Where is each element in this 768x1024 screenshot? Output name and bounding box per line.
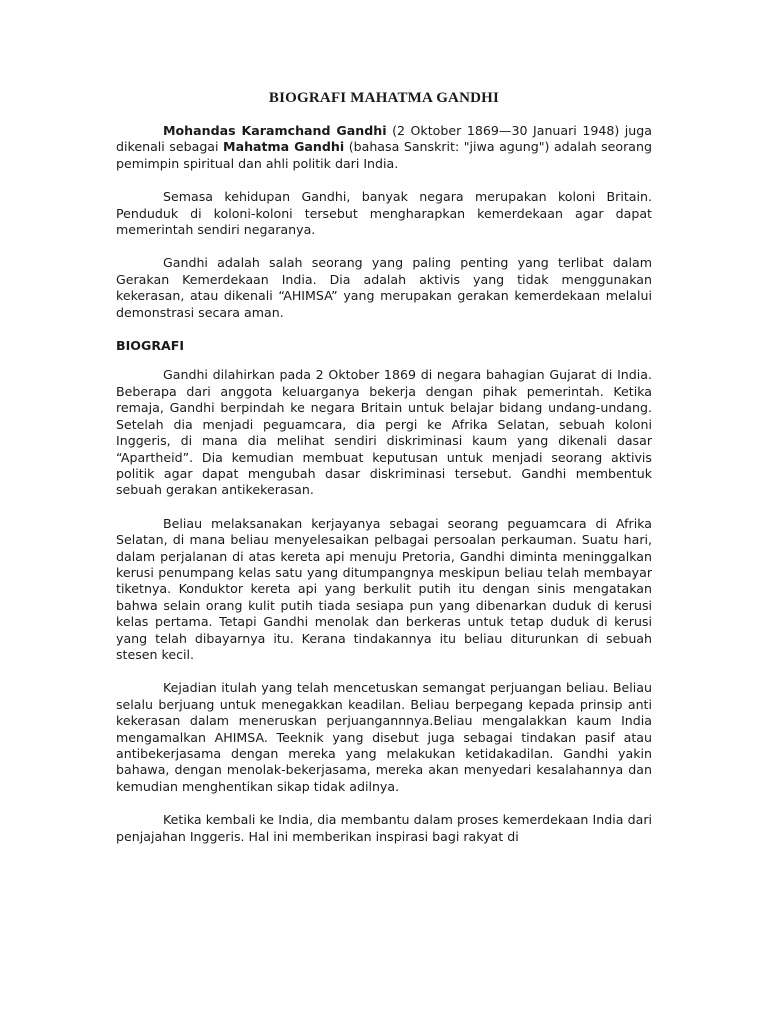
intro-paragraph xyxy=(116,123,652,172)
intro-text-2: (bahasa Sanskrit: "jiwa agung") adalah seorang pemimpin spiritual dan ahli politik dari India. xyxy=(116,139,652,171)
section-heading-biografi: BIOGRAFI xyxy=(116,338,185,354)
paragraph-ahimsa: Kejadian itulah yang telah mencetuskan semangat perjuangan beliau. Beliau selalu berjuang untuk menegakkan keadilan. Beliau berpegang kepada prinsip anti kekerasan dalam meneruskan perjuangannnya.Beliau mengalakkan kaum India mengamalkan AHIMSA. Teeknik yang disebut juga sebagai tindakan pasif atau antibekerjasama dengan mereka yang melakukan ketidakadilan. Gandhi yakin bahawa, dengan menolak-bekerjasama, mereka akan menyedari kesalahannya dan kemudian menghentikan sikap tidak adilnya. xyxy=(116,680,652,794)
paragraph-south-africa: Beliau melaksanakan kerjayanya sebagai seorang peguamcara di Afrika Selatan, di mana beliau menyelesaikan pelbagai persoalan perkauman. Suatu hari, dalam perjalanan di atas kereta api menuju Pretoria, Gandhi diminta meninggalkan kerusi penumpang kelas satu yang ditumpangnya meskipun beliau telah membayar tiketnya. Konduktor kereta api yang berkulit putih itu dengan sinis mengatakan bahwa selain orang kulit putih tiada sesiapa pun yang dibenarkan duduk di kerusi kelas pertama. Tetapi Gandhi menolak dan berkeras untuk tetap duduk di kerusi yang telah dibayarnya itu. Kerana tindakannya itu beliau diturunkan di sebuah stesen kecil. xyxy=(116,515,652,662)
intro-text-1: (2 Oktober 1869—30 Januari 1948) juga dikenali sebagai xyxy=(116,123,653,155)
document-title: BIOGRAFI MAHATMA GANDHI xyxy=(268,90,500,106)
full-name: Mohandas Karamchand Gandhi xyxy=(163,123,387,138)
paragraph-birth: Gandhi dilahirkan pada 2 Oktober 1869 di negara bahagian Gujarat di India. Beberapa dari anggota keluarganya bekerja dengan pihak pemerintah. Ketika remaja, Gandhi berpindah ke negara Britain untuk belajar bidang undang-undang. Setelah dia menjadi peguamcara, dia pergi ke Afrika Selatan, sebuah koloni Inggeris, di mana dia melihat sendiri diskriminasi kaum yang dikenali dasar “Apartheid”. Dia kemudian membuat keputusan untuk menjadi seorang aktivis politik agar dapat mengubah dasar diskriminasi tersebut. Gandhi membentuk sebuah gerakan antikekerasan. xyxy=(116,367,652,498)
document-body xyxy=(116,123,652,862)
paragraph-independence: Gandhi adalah salah seorang yang paling penting yang terlibat dalam Gerakan Kemerdekaan India. Dia adalah aktivis yang tidak menggunakan kekerasan, atau dikenali “AHIMSA” yang merupakan gerakan kemerdekaan melalui demonstrasi secara aman. xyxy=(116,255,652,320)
paragraph-return-india: Ketika kembali ke India, dia membantu dalam proses kemerdekaan India dari penjajahan Inggeris. Hal ini memberikan inspirasi bagi rakyat di xyxy=(116,812,652,844)
paragraph-colonies: Semasa kehidupan Gandhi, banyak negara merupakan koloni Britain. Penduduk di koloni-koloni tersebut mengharapkan kemerdekaan agar dapat memerintah sendiri negaranya. xyxy=(116,189,652,238)
alias-name: Mahatma Gandhi xyxy=(223,139,345,155)
